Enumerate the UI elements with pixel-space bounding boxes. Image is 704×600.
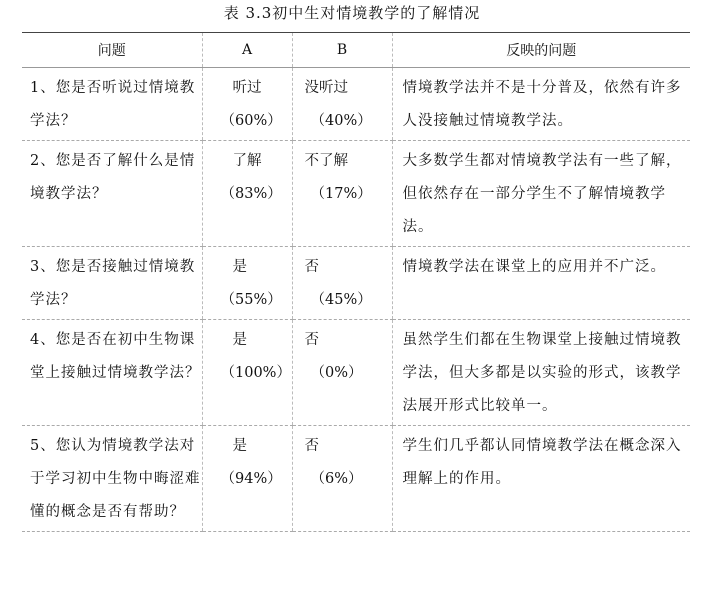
table-row: [22, 247, 690, 320]
option-b-cell: [292, 247, 392, 320]
table-caption: 表 3.3初中生对情境教学的了解情况: [223, 4, 481, 22]
question-cell: 4、您是否在初中生物课堂上接触过情境教学法？: [22, 320, 202, 426]
issue-cell: 虽然学生们都在生物课堂上接触过情境教学法，但大多都是以实验的形式，该教学法展开形式比较单一。: [392, 320, 690, 426]
issue-cell: 学生们几乎都认同情境教学法在概念深入理解上的作用。: [392, 426, 690, 532]
option-b-answer: 不了解: [304, 153, 348, 169]
survey-table: [22, 32, 690, 532]
option-a-answer: 听过: [232, 80, 262, 96]
option-b-answer: 否: [304, 438, 319, 454]
table-row: [22, 141, 690, 247]
option-b-cell: [292, 141, 392, 247]
option-a-answer: 是: [232, 332, 247, 348]
option-a-percent: （83%）: [220, 186, 282, 202]
question-cell: 1、您是否听说过情境教学法？: [22, 68, 202, 141]
header-question: 问题: [22, 33, 202, 68]
option-a-answer: 是: [232, 438, 247, 454]
table-row: [22, 320, 690, 426]
option-a-percent: （55%）: [220, 292, 282, 308]
question-cell: 3、您是否接触过情境教学法？: [22, 247, 202, 320]
option-a-cell: [202, 141, 292, 247]
issue-cell: 情境教学法并不是十分普及，依然有许多人没接触过情境教学法。: [392, 68, 690, 141]
option-b-answer: 否: [304, 332, 319, 348]
table-row: [22, 426, 690, 532]
header-issue: 反映的问题: [392, 33, 690, 68]
option-b-answer: 没听过: [304, 80, 348, 96]
question-cell: 5、您认为情境教学法对于学习初中生物中晦涩难懂的概念是否有帮助？: [22, 426, 202, 532]
option-b-cell: [292, 68, 392, 141]
option-a-percent: （60%）: [220, 113, 282, 129]
option-a-percent: （94%）: [220, 471, 282, 487]
issue-cell: 大多数学生都对情境教学法有一些了解，但依然存在一部分学生不了解情境教学法。: [392, 141, 690, 247]
header-option-a: A: [202, 33, 292, 68]
table-row: [22, 68, 690, 141]
option-b-percent: （45%）: [310, 292, 372, 308]
option-a-answer: 了解: [232, 153, 262, 169]
question-cell: 2、您是否了解什么是情境教学法？: [22, 141, 202, 247]
option-b-percent: （40%）: [310, 113, 372, 129]
option-b-cell: [292, 320, 392, 426]
option-a-cell: [202, 68, 292, 141]
header-option-b: B: [292, 33, 392, 68]
option-b-percent: （17%）: [310, 186, 372, 202]
option-b-answer: 否: [304, 259, 319, 275]
table-header-row: [22, 33, 690, 68]
option-a-cell: [202, 247, 292, 320]
option-a-percent: （100%）: [220, 365, 291, 381]
option-b-percent: （6%）: [310, 471, 363, 487]
option-a-cell: [202, 426, 292, 532]
option-a-answer: 是: [232, 259, 247, 275]
option-b-percent: （0%）: [310, 365, 363, 381]
issue-cell: 情境教学法在课堂上的应用并不广泛。: [392, 247, 690, 320]
option-b-cell: [292, 426, 392, 532]
option-a-cell: [202, 320, 292, 426]
